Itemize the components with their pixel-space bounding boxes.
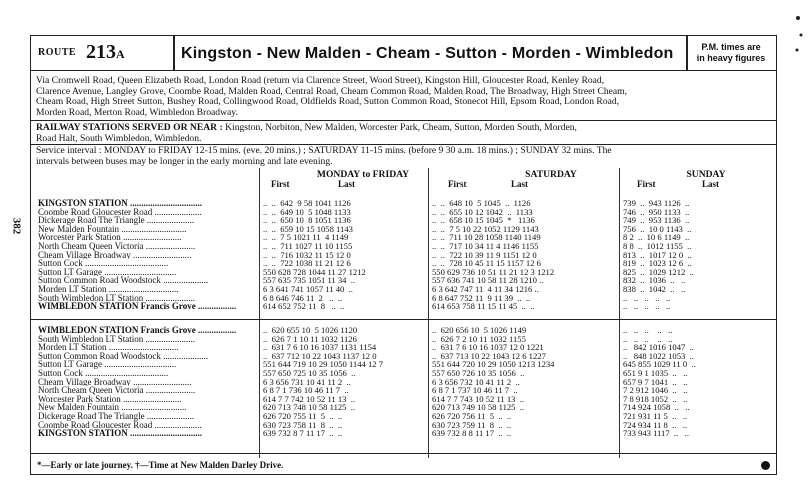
last-label: Last — [702, 179, 720, 189]
time-row: 721 931 11 5 .. .. — [623, 411, 688, 421]
time-row: 639 732 8 8 11 17 .. .. — [432, 429, 512, 438]
sun-heading: SUNDAY — [686, 169, 726, 180]
time-row: 6 8 7 1 736 10 46 11 7 .. — [263, 386, 349, 395]
column-divider — [428, 168, 429, 458]
time-row: 557 650 726 10 35 1056 .. — [432, 368, 525, 378]
time-row: .. .. 711 10 28 1058 1140 1149 — [432, 233, 541, 242]
column-divider — [259, 168, 260, 458]
stop-name: Sutton Common Road Woodstock .................... — [38, 276, 209, 285]
footnote: *—Early or late journey. †—Time at New Malden Darley Drive. — [37, 460, 284, 470]
divider — [31, 453, 776, 454]
time-row: .. .. 659 10 15 1058 1143 — [263, 224, 353, 234]
time-row: 8 2 .. 10 6 1149 .. — [623, 233, 690, 242]
time-row: 620 713 749 10 58 1125 .. — [432, 403, 525, 412]
inbound-stop-list — [38, 326, 258, 438]
time-row: .. .. 728 10 45 11 15 1157 12 6 — [432, 259, 541, 268]
time-row: 6 3 656 731 10 41 11 2 .. — [263, 377, 351, 387]
time-row: 746 .. 950 1133 .. — [623, 207, 690, 217]
time-row: 733 943 1117 .. .. — [623, 429, 689, 438]
divider — [31, 120, 776, 121]
inbound-sun-times — [623, 326, 696, 438]
time-row: .. 631 7 6 10 16 1037 1131 1154 — [263, 343, 377, 352]
pm-note: P.M. times are in heavy figures — [696, 42, 766, 63]
outbound-mf-times — [263, 199, 366, 311]
time-row: .. 626 7 1 10 11 1032 1126 — [263, 334, 357, 344]
time-row: .. 620 656 10 5 1026 1149 — [432, 326, 527, 335]
side-page-number: 382 — [10, 217, 23, 235]
time-row: .. .. 658 10 15 1045 * 1136 — [432, 216, 535, 225]
stop-name: Dickerage Road The Triangle ..................... — [38, 216, 195, 225]
sat-heading: SATURDAY — [525, 169, 577, 180]
time-row: 6 3 642 747 11 4 11 34 1216 .. — [432, 284, 539, 294]
time-row: .. .. 716 1032 11 15 12 0 — [263, 250, 351, 260]
stop-name: Sutton Common Road Woodstock .................... — [38, 351, 209, 361]
time-row: 7 2 912 1046 .. .. — [623, 386, 688, 395]
time-row: .. 637 713 10 22 1043 12 6 1227 — [432, 351, 546, 361]
inbound-mf-times — [263, 326, 383, 438]
time-row: .. 637 712 10 22 1043 1137 12 0 — [263, 351, 377, 361]
stop-name: Sutton Cock ..................................... — [38, 368, 169, 378]
time-row: 838 .. 1042 .. .. — [623, 284, 686, 294]
stop-name: Worcester Park Station .......................... — [38, 394, 182, 404]
time-row: 825 .. 1029 1212 .. — [623, 267, 694, 277]
stop-name: Sutton LT Garage ................................ — [38, 267, 177, 277]
time-row: 550 629 736 10 51 11 21 12 3 1212 — [432, 267, 555, 277]
time-row: 614 653 758 11 15 11 45 .. .. — [432, 302, 535, 311]
time-row: 614 652 752 11 8 .. .. — [263, 302, 345, 311]
header-divider — [173, 36, 175, 70]
time-row: .. .. 649 10 5 1048 1133 — [263, 207, 351, 217]
time-row: 639 732 8 7 11 17 .. .. — [263, 429, 343, 438]
stop-name: South Wimbledon LT Station ...................... — [38, 334, 195, 344]
time-row: .. .. .. .. .. — [623, 302, 671, 311]
time-row: .. .. .. .. .. — [623, 326, 673, 335]
railway-text: RAILWAY STATIONS SERVED OR NEAR : Kingston, Norbiton, New Malden, Worcester Park, Cheam, Sutton, Morden South, Morden, Road Halt, South Wimbledon, Wimbledon. — [36, 122, 577, 144]
stop-name: Sutton LT Garage ................................ — [38, 360, 177, 369]
time-row: 714 924 1058 .. .. — [623, 403, 690, 412]
time-row: 6 8 7 1 737 10 46 11 7 .. — [432, 386, 518, 395]
time-row: .. 620 655 10 5 1026 1120 — [263, 326, 358, 335]
route-label: ROUTE — [38, 47, 77, 58]
inbound-sat-times — [432, 326, 554, 438]
time-row: 8 8 .. 1012 1155 .. — [623, 241, 692, 251]
stop-name: North Cheam Queen Victoria ...................... — [38, 241, 196, 251]
time-row: 657 9 7 1041 .. .. — [623, 377, 688, 387]
time-row: 620 713 748 10 58 1125 .. — [263, 403, 356, 412]
time-row: .. 848 1022 1053 .. — [623, 351, 694, 361]
time-row: .. .. 7 5 10 22 1052 1129 1143 — [432, 224, 539, 234]
outbound-sun-times — [623, 199, 694, 311]
stop-name: Cheam Village Broadway .......................... — [38, 250, 192, 260]
time-row: .. .. 717 10 34 11 4 1146 1155 — [432, 241, 539, 251]
first-label: First — [637, 179, 656, 189]
stop-name: New Malden Fountain ............................. — [38, 403, 187, 412]
time-row: 626 720 755 11 5 .. .. — [263, 411, 343, 421]
time-row: 630 723 759 11 8 .. .. — [432, 420, 512, 430]
time-row: 557 635 735 1051 11 34 .. — [263, 276, 356, 285]
time-row: .. .. 7 5 1021 11 4 1149 — [263, 233, 349, 242]
stop-name: Coombe Road Gloucester Road ..................... — [38, 207, 202, 217]
time-row: .. .. 711 1027 11 10 1155 — [263, 241, 353, 251]
time-row: .. .. 650 10 8 1051 1136 — [263, 216, 351, 225]
time-row: 739 .. 943 1126 .. — [623, 199, 690, 208]
stop-name: Coombe Road Gloucester Road ..................... — [38, 420, 202, 430]
outbound-stop-list — [38, 199, 258, 311]
time-row: .. .. 648 10 5 1045 .. 1126 — [432, 199, 531, 208]
header-divider — [686, 36, 688, 70]
last-label: Last — [511, 179, 529, 189]
stop-name: Cheam Village Broadway .......................... — [38, 377, 192, 387]
time-row: 626 720 756 11 5 .. .. — [432, 411, 512, 421]
time-row: 614 7 7 742 10 52 11 13 .. — [263, 394, 356, 404]
time-row: 6 3 641 741 1057 11 40 .. — [263, 284, 353, 294]
time-row: 645 855 1029 11 0 .. — [623, 360, 696, 369]
mf-heading: MONDAY to FRIDAY — [316, 169, 410, 180]
outbound-sat-times — [432, 199, 554, 311]
route-number: 213A — [86, 41, 125, 63]
time-row: 749 .. 953 1136 .. — [623, 216, 690, 225]
time-row: .. .. 722 1038 11 21 12 6 — [263, 259, 351, 268]
column-divider — [619, 168, 620, 458]
time-row: 724 934 11 8 .. .. — [623, 420, 688, 430]
stop-name: South Wimbledon LT Station ...................... — [38, 293, 195, 303]
stop-name: Dickerage Road The Triangle ..................... — [38, 411, 195, 421]
time-row: 819 .. 1023 12 6 .. — [623, 259, 692, 268]
via-text: Via Cromwell Road, Queen Elizabeth Road, London Road (return via Clarence Street, Wood Street), Kingston Hill, Gloucester Road, Kenley Road, Clarence Avenue, Langley Grove, Coombe Road, Malden Road, Central Road, Cheam Common Road, Malden Road, The Broadway, High Street Cheam, Cheam Road, High Street Sutton, Bushey Road, Collingwood Road, Oldfields Road, Sutton Common Road, Stonecot Hill, Epsom Road, London Road, Morden Road, Merton Road, Wimbledon Broadway. — [36, 75, 628, 118]
time-row: .. .. 722 10 39 11 9 1151 12 0 — [432, 250, 537, 260]
time-row: 557 636 741 10 58 11 28 1210 .. — [432, 276, 544, 285]
timetable-frame — [30, 35, 777, 475]
time-row: 630 723 758 11 8 .. .. — [263, 420, 343, 430]
time-row: .. 631 7 6 10 16 1037 12 0 1221 — [432, 343, 544, 352]
time-row: 7 8 918 1052 .. .. — [623, 394, 688, 404]
first-label: First — [271, 179, 290, 189]
stop-name: North Cheam Queen Victoria ...................... — [38, 386, 196, 395]
first-label: First — [448, 179, 467, 189]
stop-name: New Malden Fountain ............................. — [38, 224, 187, 234]
bullet-icon — [761, 461, 770, 470]
time-row: .. .. .. .. .. — [623, 293, 671, 303]
time-row: .. .. .. .. .. — [623, 334, 673, 344]
stop-name: Morden LT Station ............................... — [38, 343, 179, 352]
time-row: 6 8 646 746 11 2 .. .. — [263, 293, 343, 303]
stop-name: WIMBLEDON STATION Francis Grove ................. — [38, 302, 237, 311]
time-row: .. 842 1016 1047 .. — [623, 343, 694, 352]
time-row: 551 644 719 10 29 1050 1144 12 7 — [263, 360, 383, 369]
stop-name: Sutton Cock ..................................... — [38, 259, 169, 268]
time-row: 651 9 1 1035 .. .. — [623, 368, 688, 378]
time-row: 6 8 647 752 11 9 11 39 .. .. — [432, 293, 531, 303]
stop-name: KINGSTON STATION ................................ — [38, 199, 203, 208]
time-row: 550 628 728 1044 11 27 1212 — [263, 267, 366, 277]
timetable-header — [31, 36, 776, 71]
page-edge-marks-icon — [792, 10, 806, 70]
time-row: 6 3 656 732 10 41 11 2 .. — [432, 377, 520, 387]
time-row: 557 650 725 10 35 1056 .. — [263, 368, 356, 378]
stop-name: Worcester Park Station .......................... — [38, 233, 182, 242]
time-row: 614 7 7 743 10 52 11 13 .. — [432, 394, 525, 404]
stop-name: WIMBLEDON STATION Francis Grove ................. — [38, 326, 237, 335]
route-title: Kingston - New Malden - Cheam - Sutton - Morden - Wimbledon — [181, 45, 674, 62]
service-interval: Service interval : MONDAY to FRIDAY 12-15 mins. (eve. 20 mins.) ; SATURDAY 11-15 mins. (before 9 30 a.m. 18 mins.) ; SUNDAY 32 mins. The intervals between buses may be longer in the early morning and late evening. — [36, 145, 612, 167]
stop-name: Morden LT Station ............................... — [38, 284, 179, 294]
divider — [31, 319, 776, 320]
time-row: 832 .. 1036 .. .. — [623, 276, 686, 285]
last-label: Last — [338, 179, 356, 189]
time-row: 756 .. 10 0 1143 .. — [623, 224, 692, 234]
stop-name: KINGSTON STATION ................................ — [38, 429, 203, 438]
time-row: .. 626 7 2 10 11 1032 1155 — [432, 334, 526, 344]
time-row: 551 644 720 10 29 1050 1213 1234 — [432, 360, 555, 369]
time-row: .. .. 655 10 12 1042 .. 1133 — [432, 207, 533, 217]
time-row: .. .. 642 9 58 1041 1126 — [263, 199, 351, 208]
time-row: 813 .. 1017 12 0 .. — [623, 250, 692, 260]
